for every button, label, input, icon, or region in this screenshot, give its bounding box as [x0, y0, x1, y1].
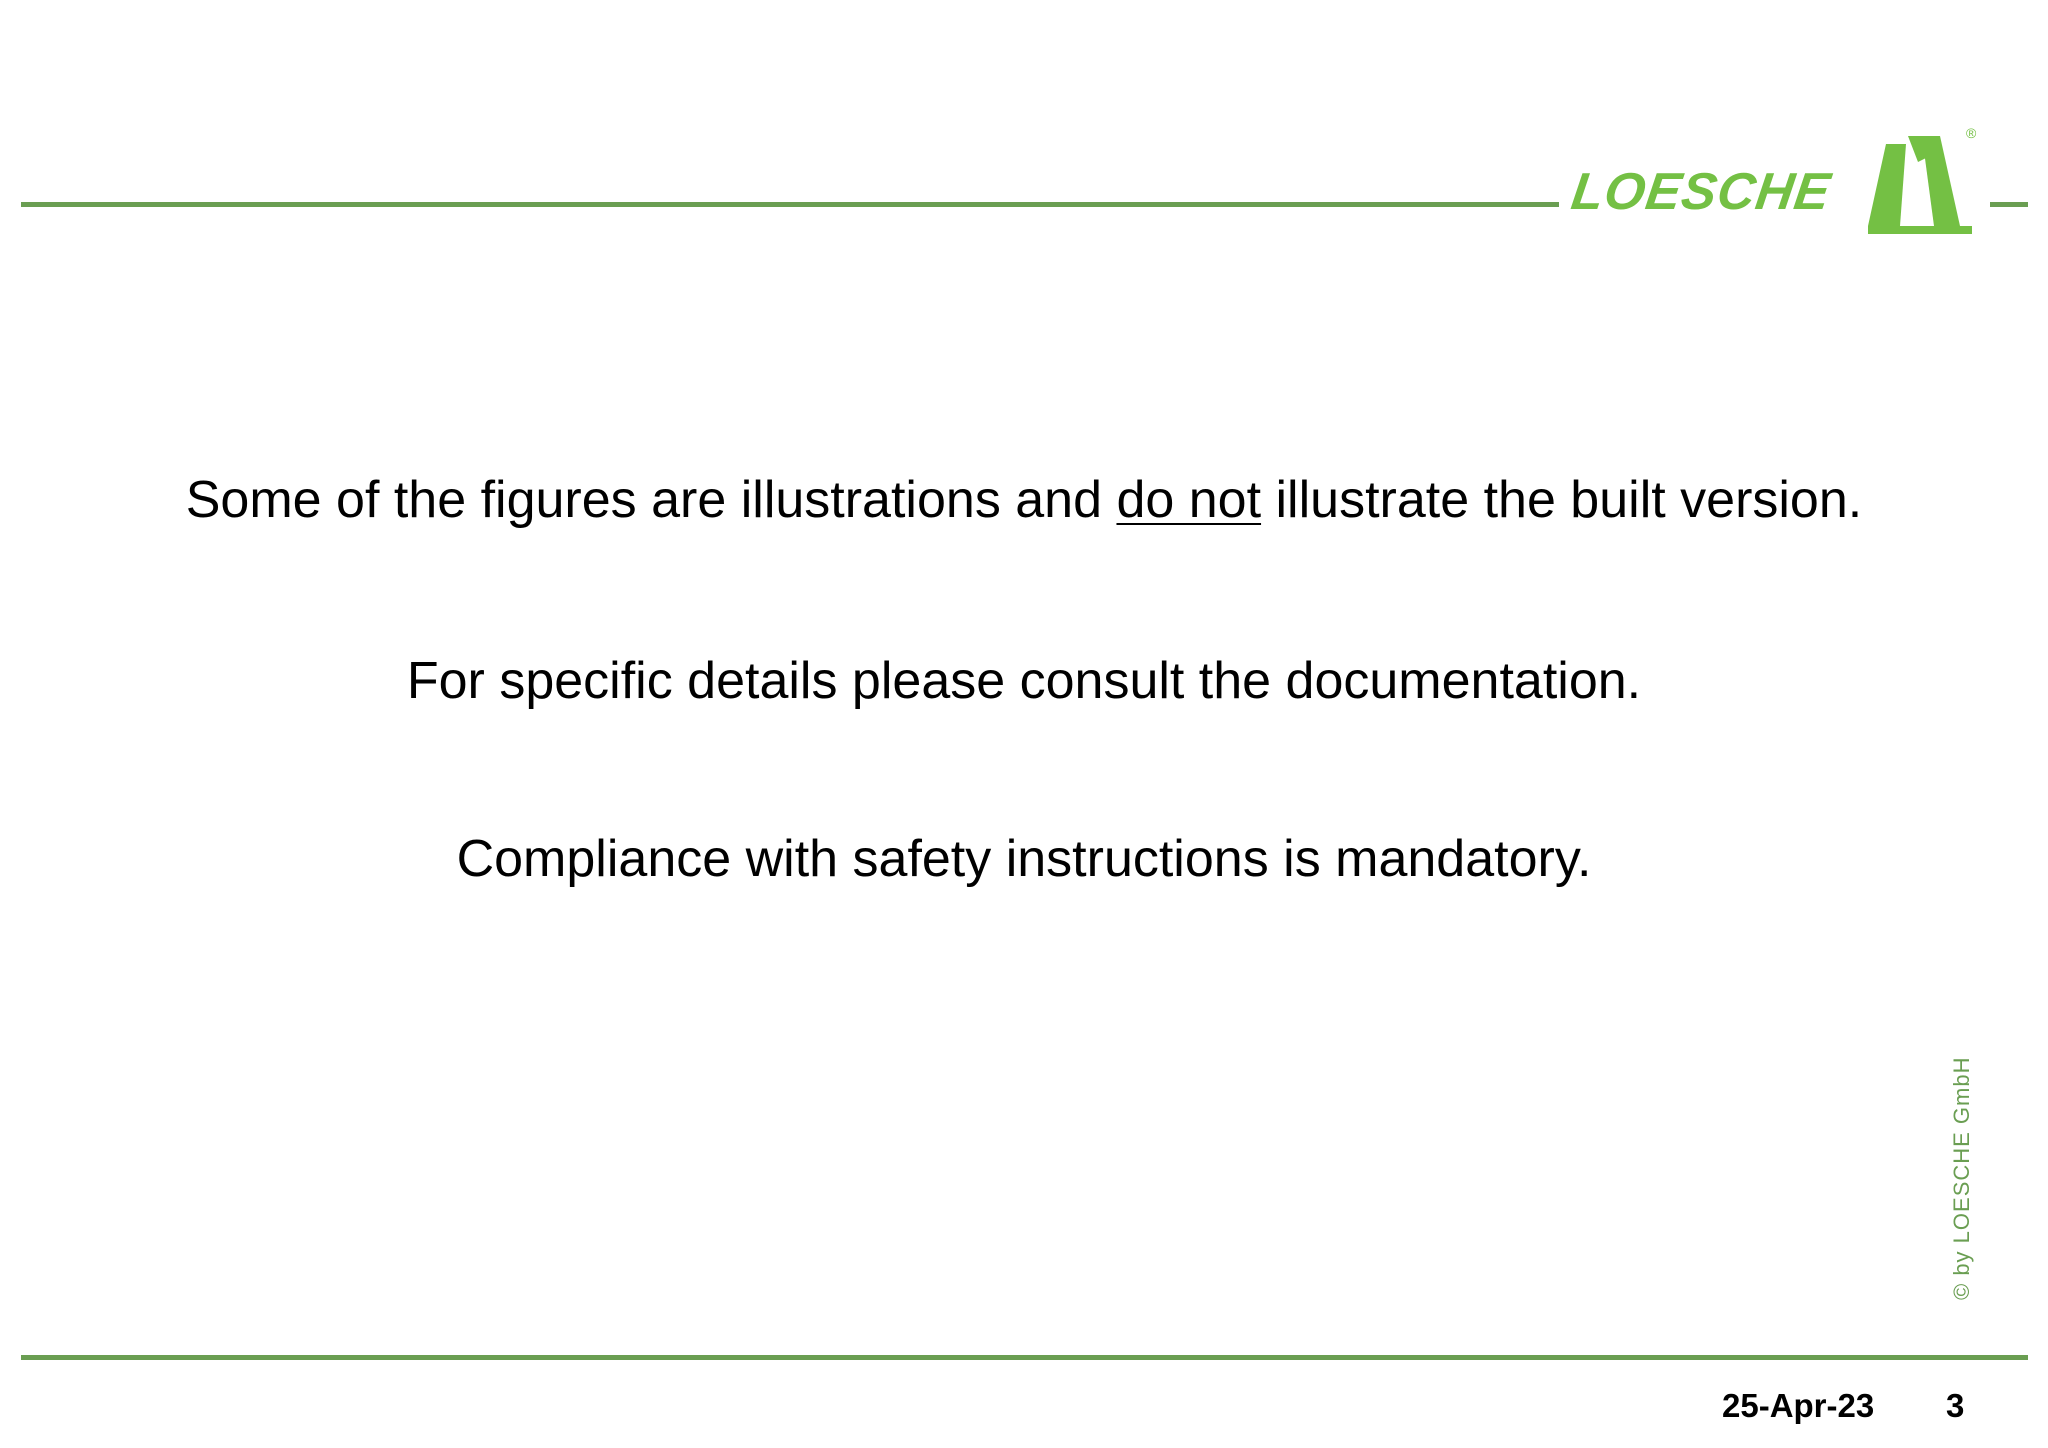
header-divider-left: [21, 202, 1559, 207]
copyright-notice: © by LOESCHE GmbH: [1949, 1056, 1974, 1300]
header-divider-right: [1990, 202, 2028, 207]
disclaimer-line-illustrations: [0, 470, 2048, 530]
page-number: 3: [1946, 1387, 1965, 1424]
disclaimer-line-documentation: For specific details please consult the documentation.: [406, 652, 1642, 710]
disclaimer-text-end: illustrate the built version.: [1261, 471, 1863, 529]
logo-mill-icon: [1864, 122, 1982, 234]
registered-mark: ®: [1966, 125, 1977, 141]
footer-date: 25-Apr-23: [1722, 1387, 1875, 1424]
disclaimer-line-safety: Compliance with safety instructions is mandatory.: [456, 830, 1592, 888]
disclaimer-text-start: Some of the figures are illustrations and: [185, 471, 1117, 529]
loesche-logo: [1567, 122, 1982, 234]
footer-divider: [21, 1355, 2028, 1360]
logo-wordmark: LOESCHE: [1567, 163, 1835, 221]
disclaimer-emphasis: do not: [1116, 471, 1262, 529]
